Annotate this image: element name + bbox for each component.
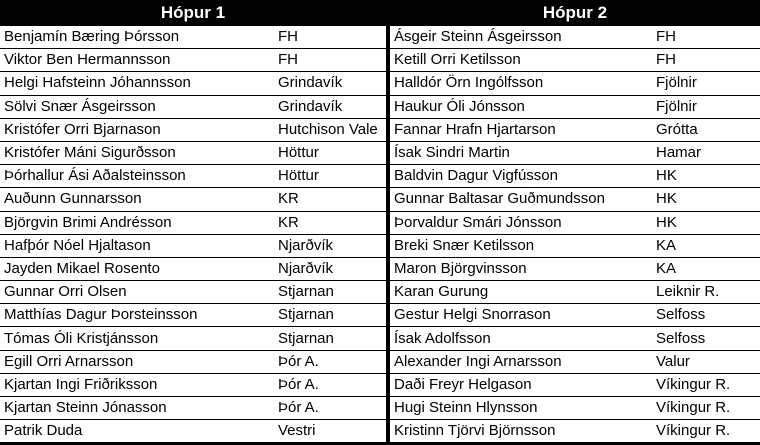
club-cell: Fjölnir xyxy=(652,95,760,118)
table-row xyxy=(390,211,760,234)
club-cell: Valur xyxy=(652,350,760,373)
table-row xyxy=(0,234,386,257)
table-row xyxy=(0,327,386,350)
table-row xyxy=(390,257,760,280)
club-cell: Þór A. xyxy=(274,397,386,420)
club-cell: FH xyxy=(652,26,760,49)
player-name-cell: Kjartan Ingi Friðriksson xyxy=(0,373,274,396)
table-row xyxy=(390,420,760,443)
group-2-table xyxy=(390,26,760,442)
club-cell: Njarðvík xyxy=(274,234,386,257)
table-row xyxy=(0,165,386,188)
club-cell: Víkingur R. xyxy=(652,373,760,396)
table-row xyxy=(0,373,386,396)
table-row xyxy=(0,304,386,327)
player-name-cell: Kristófer Orri Bjarnason xyxy=(0,118,274,141)
club-cell: KR xyxy=(274,211,386,234)
table-row xyxy=(0,257,386,280)
club-cell: Grindavík xyxy=(274,95,386,118)
club-cell: HK xyxy=(652,165,760,188)
player-name-cell: Matthías Dagur Þorsteinsson xyxy=(0,304,274,327)
club-cell: Stjarnan xyxy=(274,304,386,327)
table-row xyxy=(390,165,760,188)
table-row xyxy=(390,281,760,304)
club-cell: KA xyxy=(652,257,760,280)
club-cell: Hutchison Vale xyxy=(274,118,386,141)
club-cell: Stjarnan xyxy=(274,327,386,350)
club-cell: FH xyxy=(652,49,760,72)
table-row xyxy=(0,95,386,118)
table-row xyxy=(0,281,386,304)
club-cell: HK xyxy=(652,211,760,234)
table-row xyxy=(390,327,760,350)
player-name-cell: Þorvaldur Smári Jónsson xyxy=(390,211,652,234)
table-row xyxy=(0,72,386,95)
table-row xyxy=(390,397,760,420)
table-row xyxy=(0,49,386,72)
player-name-cell: Egill Orri Arnarsson xyxy=(0,350,274,373)
club-cell: Þór A. xyxy=(274,373,386,396)
table-row xyxy=(390,95,760,118)
table-row xyxy=(390,304,760,327)
club-cell: Stjarnan xyxy=(274,281,386,304)
club-cell: Selfoss xyxy=(652,327,760,350)
club-cell: Grindavík xyxy=(274,72,386,95)
club-cell: Njarðvík xyxy=(274,257,386,280)
club-cell: Víkingur R. xyxy=(652,397,760,420)
table-row xyxy=(390,188,760,211)
club-cell: Vestri xyxy=(278,422,316,440)
player-name-cell: Ketill Orri Ketilsson xyxy=(390,49,652,72)
table-row xyxy=(390,234,760,257)
player-name-cell: Jayden Mikael Rosento xyxy=(0,257,274,280)
player-name-cell: Karan Gurung xyxy=(390,281,652,304)
player-name-cell: Benjamín Bæring Þórsson xyxy=(0,26,274,49)
player-name-cell: Daði Freyr Helgason xyxy=(390,373,652,396)
table-row xyxy=(0,26,386,49)
club-cell: KA xyxy=(652,234,760,257)
club-cell: Leiknir R. xyxy=(652,281,760,304)
player-name-cell: Halldór Örn Ingólfsson xyxy=(390,72,652,95)
table-row xyxy=(0,350,386,373)
player-name-cell: Alexander Ingi Arnarsson xyxy=(390,350,652,373)
group-1-table xyxy=(0,26,386,442)
table-row xyxy=(0,141,386,164)
club-cell: Hamar xyxy=(652,141,760,164)
player-name-cell: Björgvin Brimi Andrésson xyxy=(0,211,274,234)
player-name-cell: Patrik Duda xyxy=(4,422,83,440)
player-name-cell: Breki Snær Ketilsson xyxy=(390,234,652,257)
player-name-cell: Gestur Helgi Snorrason xyxy=(390,304,652,327)
club-cell: KR xyxy=(274,188,386,211)
table-row xyxy=(390,118,760,141)
player-name-cell: Viktor Ben Hermannsson xyxy=(0,49,274,72)
player-name-cell: Helgi Hafsteinn Jóhannsson xyxy=(0,72,274,95)
player-name-cell: Ísak Sindri Martin xyxy=(390,141,652,164)
table-row xyxy=(390,350,760,373)
table-row xyxy=(0,420,386,443)
player-name-cell: Ísak Adolfsson xyxy=(390,327,652,350)
player-name-cell: Fannar Hrafn Hjartarson xyxy=(390,118,652,141)
group-2-header: Hópur 2 xyxy=(390,0,760,26)
club-cell: FH xyxy=(274,49,386,72)
player-name-cell: Hugi Steinn Hlynsson xyxy=(390,397,652,420)
player-name-cell: Sölvi Snær Ásgeirsson xyxy=(0,95,274,118)
player-name-cell: Þórhallur Ási Aðalsteinsson xyxy=(0,165,274,188)
player-name-cell: Kristinn Tjörvi Björnsson xyxy=(394,422,556,440)
player-name-cell: Tómas Óli Kristjánsson xyxy=(0,327,274,350)
table-row xyxy=(390,141,760,164)
club-cell: HK xyxy=(652,188,760,211)
player-name-cell: Haukur Óli Jónsson xyxy=(390,95,652,118)
club-cell: Grótta xyxy=(652,118,760,141)
table-row xyxy=(0,118,386,141)
club-cell: FH xyxy=(274,26,386,49)
table-row xyxy=(390,49,760,72)
player-name-cell: Gunnar Orri Olsen xyxy=(0,281,274,304)
table-row xyxy=(390,373,760,396)
player-name-cell: Kristófer Máni Sigurðsson xyxy=(0,141,274,164)
group-1-header: Hópur 1 xyxy=(0,0,386,26)
club-cell: Höttur xyxy=(274,165,386,188)
player-name-cell: Kjartan Steinn Jónasson xyxy=(0,397,274,420)
player-name-cell: Ásgeir Steinn Ásgeirsson xyxy=(390,26,652,49)
table-row xyxy=(0,397,386,420)
table-row xyxy=(390,26,760,49)
player-name-cell: Baldvin Dagur Vigfússon xyxy=(390,165,652,188)
table-row xyxy=(390,72,760,95)
player-name-cell: Gunnar Baltasar Guðmundsson xyxy=(390,188,652,211)
table-row xyxy=(0,188,386,211)
player-name-cell: Auðunn Gunnarsson xyxy=(0,188,274,211)
player-name-cell: Maron Björgvinsson xyxy=(390,257,652,280)
club-cell: Selfoss xyxy=(652,304,760,327)
group-2-panel xyxy=(390,0,760,445)
club-cell: Þór A. xyxy=(274,350,386,373)
club-cell: Víkingur R. xyxy=(656,422,731,440)
club-cell: Fjölnir xyxy=(652,72,760,95)
player-name-cell: Hafþór Nóel Hjaltason xyxy=(0,234,274,257)
table-row xyxy=(0,211,386,234)
club-cell: Höttur xyxy=(274,141,386,164)
